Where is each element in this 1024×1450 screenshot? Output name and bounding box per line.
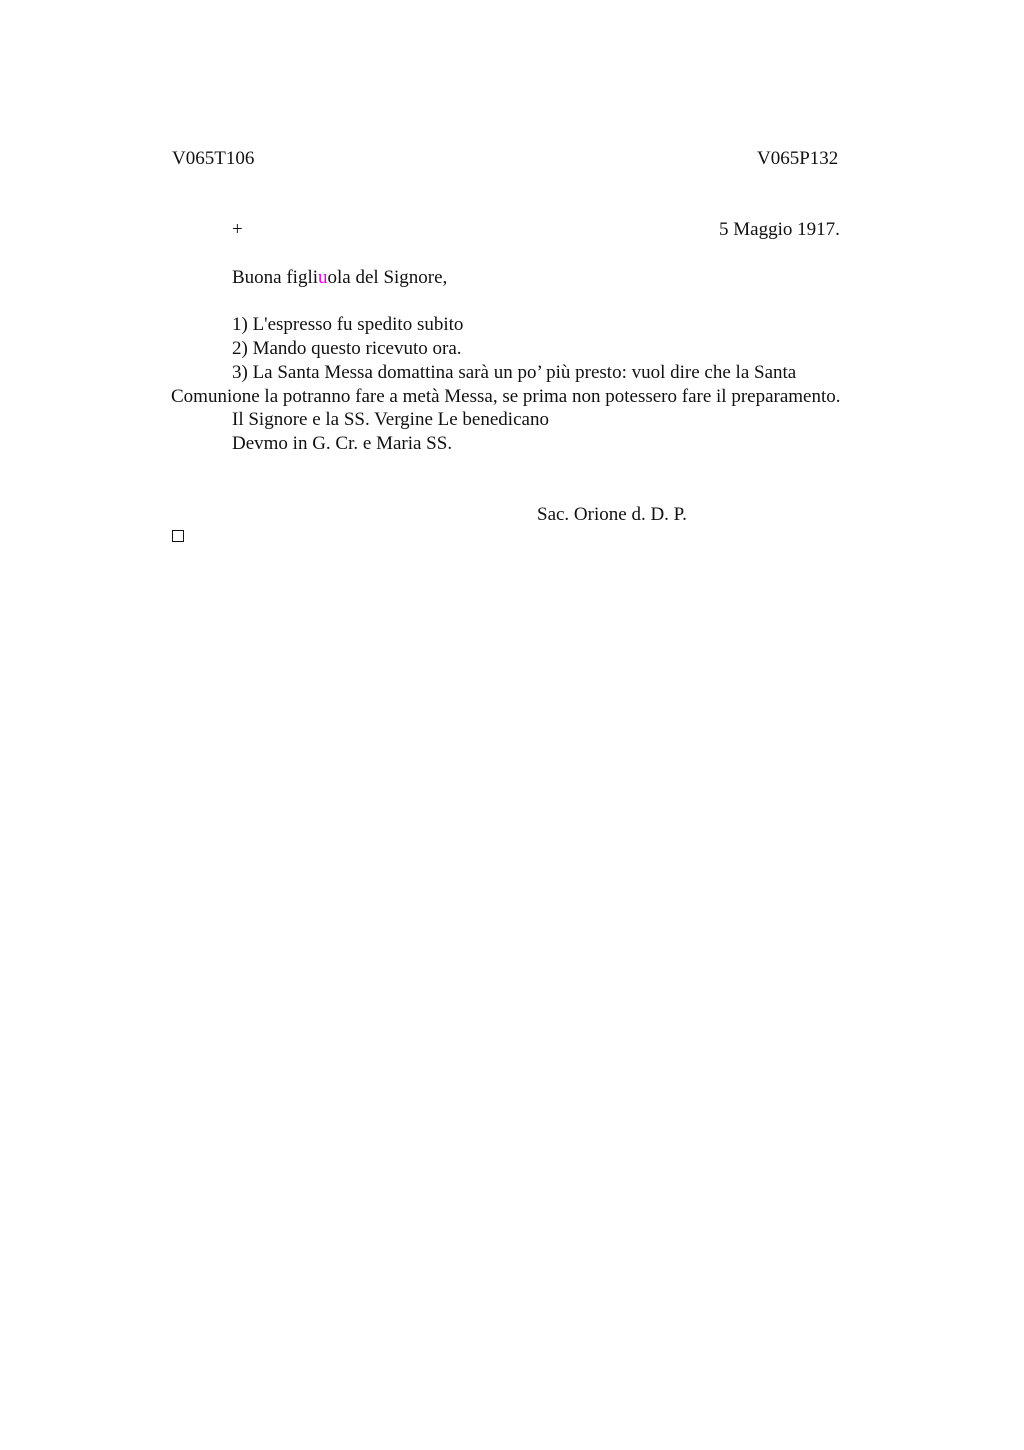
- list-item-3: 3) La Santa Messa domattina sarà un po’ più presto: vuol dire che la Santa: [232, 362, 797, 383]
- document-code-left: V065T106: [172, 148, 255, 169]
- list-item-3-continuation: Comunione la potranno fare a metà Messa, se prima non potessero fare il preparamento.: [171, 386, 841, 407]
- salutation: [232, 268, 447, 287]
- blessing-line: Il Signore e la SS. Vergine Le benedicano: [232, 409, 549, 430]
- highlighted-letter: u: [318, 267, 328, 288]
- salutation-part-before: Buona figli: [232, 267, 319, 288]
- salutation-part-after: ola del Signore,: [327, 267, 448, 288]
- closing-line: Devmo in G. Cr. e Maria SS.: [232, 433, 453, 454]
- list-item-2: 2) Mando questo ricevuto ora.: [232, 338, 462, 359]
- list-item-1: 1) L'espresso fu spedito subito: [232, 314, 464, 335]
- signature: Sac. Orione d. D. P.: [537, 504, 687, 525]
- letter-date: 5 Maggio 1917.: [719, 219, 840, 240]
- document-code-right: V065P132: [757, 148, 839, 169]
- checkbox-icon: [172, 530, 184, 542]
- cross-mark: +: [232, 219, 243, 240]
